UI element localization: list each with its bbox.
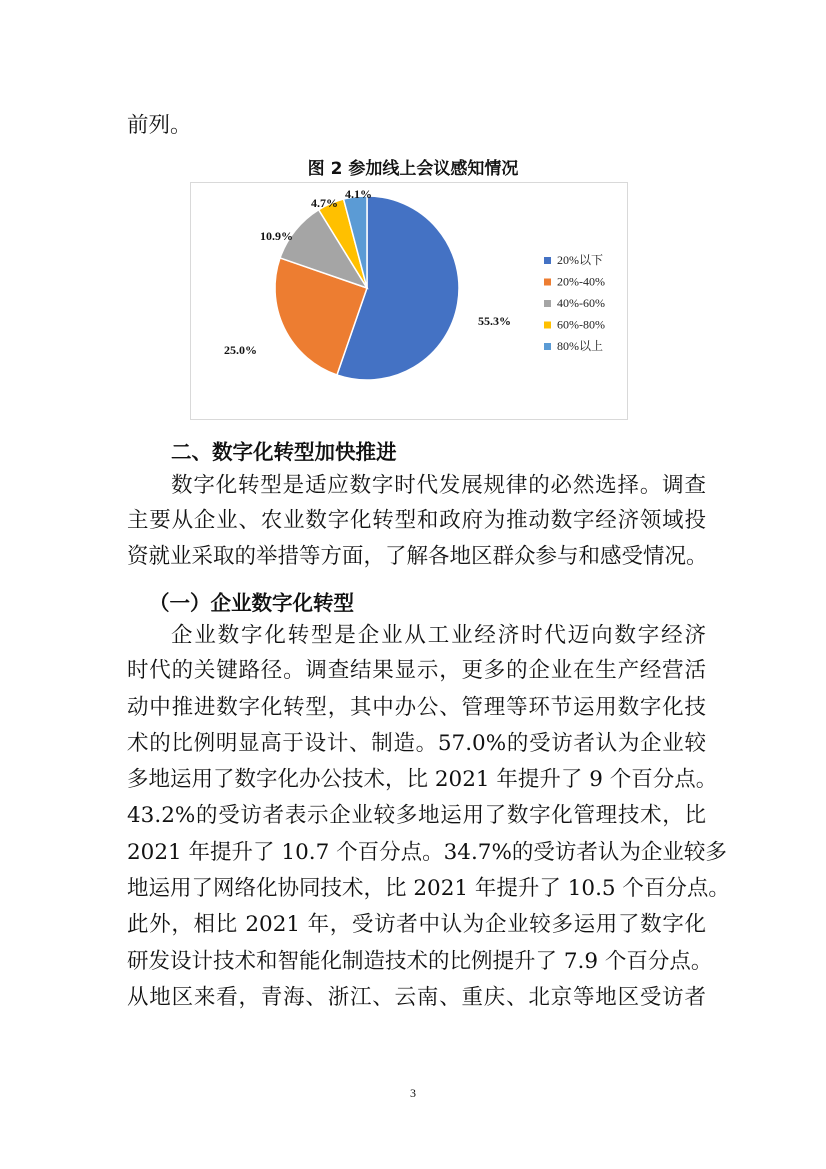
- slice-data-label: 4.7%: [311, 196, 338, 210]
- paragraph-line: 2021 年提升了 10.7 个百分点。34.7%的受访者认为企业较多: [127, 840, 727, 865]
- paragraph-line: 研发设计技术和智能化制造技术的比例提升了 7.9 个百分点。: [127, 949, 713, 974]
- paragraph-line: 43.2%的受访者表示企业较多地运用了数字化管理技术，比: [127, 803, 706, 828]
- legend-swatch: [544, 279, 551, 286]
- paragraph-line: 动中推进数字化转型，其中办公、管理等环节运用数字化技: [127, 695, 706, 720]
- subsection-heading: （一）企业数字化转型: [149, 591, 354, 615]
- legend-swatch: [544, 343, 551, 350]
- legend-label: 80%以上: [557, 339, 603, 353]
- legend-swatch: [544, 322, 551, 329]
- continued-text-line: 前列。: [127, 113, 192, 138]
- figure-caption: 图 2 参加线上会议感知情况: [307, 159, 519, 179]
- paragraph-line: 此外，相比 2021 年，受访者中认为企业较多运用了数字化: [127, 912, 706, 937]
- section-heading: 二、数字化转型加快推进: [171, 440, 397, 464]
- pie-chart: [191, 183, 629, 421]
- paragraph-line: 术的比例明显高于设计、制造。57.0%的受访者认为企业较: [127, 731, 706, 756]
- paragraph-line: 多地运用了数字化办公技术，比 2021 年提升了 9 个百分点。: [127, 767, 718, 792]
- legend-swatch: [544, 300, 551, 307]
- paragraph-line: 从地区来看，青海、浙江、云南、重庆、北京等地区受访者: [127, 985, 706, 1010]
- paragraph-line: 数字化转型是适应数字时代发展规律的必然选择。调查: [171, 473, 706, 498]
- paragraph-line: 时代的关键路径。调查结果显示，更多的企业在生产经营活: [127, 658, 706, 683]
- pie-chart-frame: [190, 182, 628, 420]
- paragraph-line: 企业数字化转型是企业从工业经济时代迈向数字经济: [171, 623, 706, 648]
- paragraph-line: 资就业采取的举措等方面，了解各地区群众参与和感受情况。: [127, 544, 708, 569]
- legend-label: 20%-40%: [557, 274, 605, 289]
- slice-data-label: 10.9%: [260, 229, 293, 243]
- paragraph-line: 地运用了网络化协同技术，比 2021 年提升了 10.5 个百分点。: [127, 876, 730, 901]
- legend-label: 20%以下: [557, 253, 603, 267]
- page-number: 3: [410, 1086, 416, 1100]
- legend-label: 40%-60%: [557, 296, 605, 310]
- slice-data-label: 55.3%: [478, 314, 511, 328]
- paragraph-line: 主要从企业、农业数字化转型和政府为推动数字经济领域投: [127, 508, 706, 533]
- legend-swatch: [544, 257, 551, 264]
- slice-data-label: 25.0%: [224, 343, 257, 357]
- slice-data-label: 4.1%: [345, 187, 372, 201]
- legend-label: 60%-80%: [557, 317, 605, 332]
